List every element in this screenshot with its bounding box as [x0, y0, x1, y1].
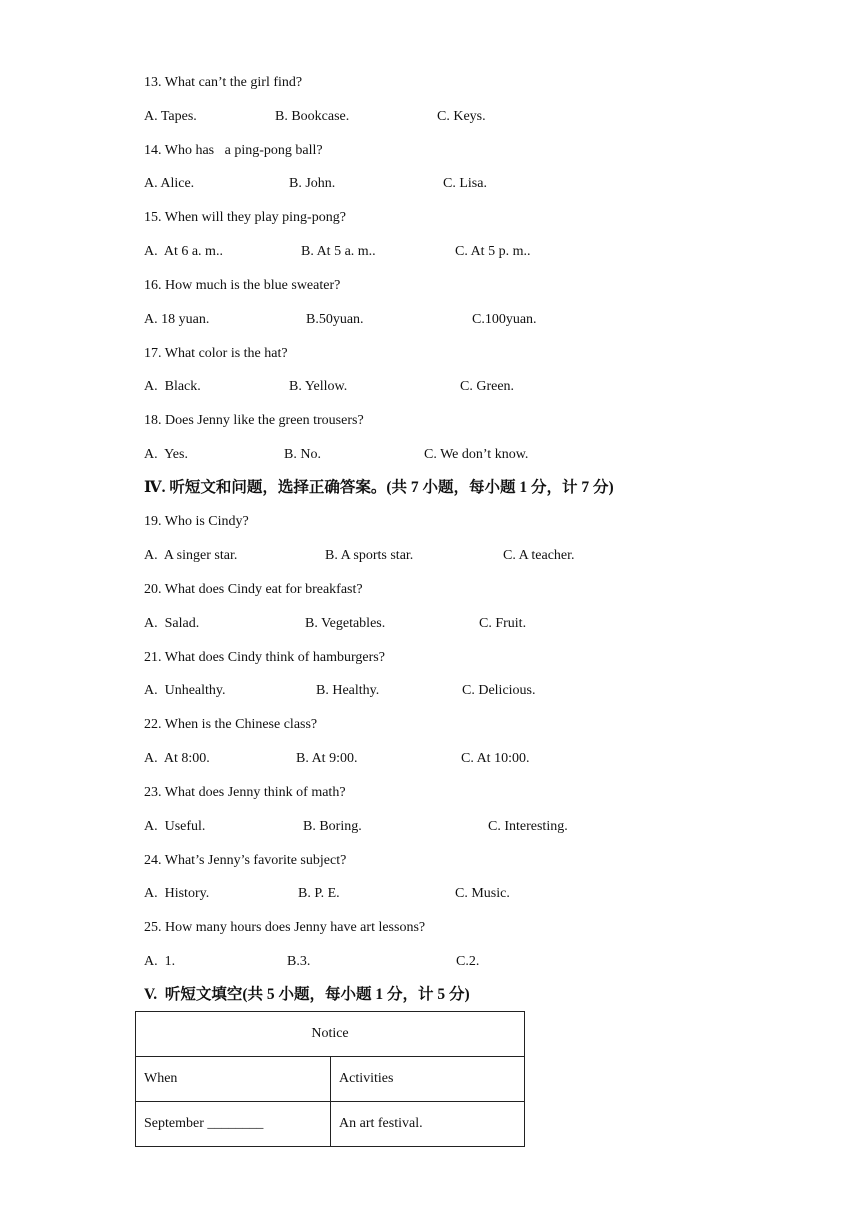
option-b: B. A sports star.	[325, 548, 414, 563]
question-text: 16. How much is the blue sweater?	[144, 278, 341, 293]
option-b: B. P. E.	[298, 886, 340, 901]
cell-activity: An art festival.	[331, 1102, 525, 1147]
option-a: A. Unhealthy.	[144, 683, 226, 698]
question-text: 20. What does Cindy eat for breakfast?	[144, 582, 363, 597]
question-text: 19. Who is Cindy?	[144, 514, 249, 529]
option-a: A. 18 yuan.	[144, 312, 210, 327]
question-text: 24. What’s Jenny’s favorite subject?	[144, 853, 347, 868]
option-a: A. Tapes.	[144, 109, 197, 124]
option-b: B. At 5 a. m..	[301, 244, 376, 259]
option-c: C.100yuan.	[472, 312, 537, 327]
option-c: C. Music.	[455, 886, 510, 901]
question-text: 14. Who has a ping-pong ball?	[144, 143, 323, 158]
option-c: C. Green.	[460, 379, 515, 394]
table-header-row	[136, 1057, 525, 1102]
table-row	[136, 1102, 525, 1147]
option-c: C. Fruit.	[479, 616, 527, 631]
option-a: A. Useful.	[144, 819, 206, 834]
option-c: C.2.	[456, 954, 480, 969]
option-c: C. Keys.	[437, 109, 486, 124]
question-text: 21. What does Cindy think of hamburgers?	[144, 650, 385, 665]
option-c: C. Delicious.	[462, 683, 536, 698]
option-b: B.3.	[287, 954, 311, 969]
option-b: B. Boring.	[303, 819, 362, 834]
option-c: C. A teacher.	[503, 548, 575, 563]
option-a: A. At 8:00.	[144, 751, 210, 766]
option-c: C. At 10:00.	[461, 751, 530, 766]
header-activities: Activities	[331, 1057, 525, 1102]
option-a: A. History.	[144, 886, 210, 901]
option-a: A. 1.	[144, 954, 176, 969]
option-b: B. At 9:00.	[296, 751, 358, 766]
section-4-heading: Ⅳ. 听短文和问题，选择正确答案。(共 7 小题，每小题 1 分，计 7 分)	[144, 479, 614, 496]
cell-when: September ________	[136, 1102, 331, 1147]
option-a: A. Salad.	[144, 616, 200, 631]
option-a: A. A singer star.	[144, 548, 238, 563]
option-b: B. Bookcase.	[275, 109, 350, 124]
table-title: Notice	[136, 1012, 525, 1057]
option-a: A. Alice.	[144, 176, 195, 191]
option-b: B. John.	[289, 176, 336, 191]
option-c: C. Interesting.	[488, 819, 568, 834]
option-b: B. Vegetables.	[305, 616, 386, 631]
question-text: 13. What can’t the girl find?	[144, 75, 303, 90]
section-5-heading: V. 听短文填空(共 5 小题，每小题 1 分，计 5 分)	[144, 986, 470, 1003]
notice-table	[135, 1011, 525, 1147]
question-text: 17. What color is the hat?	[144, 346, 288, 361]
option-a: A. At 6 a. m..	[144, 244, 223, 259]
option-c: C. We don’t know.	[424, 447, 529, 462]
question-text: 25. How many hours does Jenny have art lessons?	[144, 920, 426, 935]
question-text: 22. When is the Chinese class?	[144, 717, 318, 732]
option-b: B. Yellow.	[289, 379, 348, 394]
table-title-row	[136, 1012, 525, 1057]
option-a: A. Yes.	[144, 447, 188, 462]
header-when: When	[136, 1057, 331, 1102]
question-text: 18. Does Jenny like the green trousers?	[144, 413, 364, 428]
question-text: 23. What does Jenny think of math?	[144, 785, 346, 800]
question-text: 15. When will they play ping-pong?	[144, 210, 346, 225]
option-a: A. Black.	[144, 379, 201, 394]
option-c: C. At 5 p. m..	[455, 244, 531, 259]
option-b: B. Healthy.	[316, 683, 380, 698]
option-b: B.50yuan.	[306, 312, 364, 327]
option-b: B. No.	[284, 447, 321, 462]
option-c: C. Lisa.	[443, 176, 487, 191]
